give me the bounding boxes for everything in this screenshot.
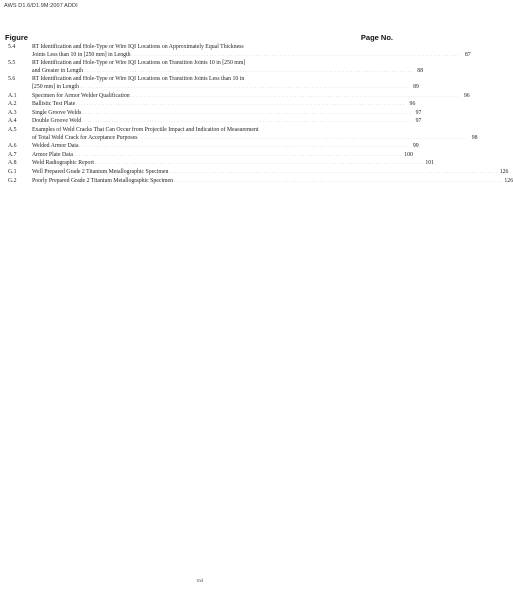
- figure-title-line: RT Identification and Hole-Type or Wire IQI Locations on Approximately Equal Thickness: [32, 44, 244, 50]
- figure-column-header: Figure: [5, 33, 28, 42]
- figure-number: 5.4: [8, 44, 16, 50]
- figure-title-line: [250 mm] in Length: [32, 83, 79, 90]
- figure-entry: [8, 101, 416, 110]
- figure-title: [32, 110, 421, 119]
- page-number: 126: [504, 177, 513, 184]
- dot-leader: [132, 52, 460, 61]
- figure-title-last-line: [32, 160, 434, 169]
- figure-title: [32, 169, 508, 178]
- figure-title: [32, 152, 413, 161]
- figure-entry: [8, 126, 478, 143]
- page-number: 101: [425, 160, 435, 167]
- figure-entry: [8, 143, 419, 152]
- figure-number: A.6: [8, 143, 17, 150]
- page-number: 96: [463, 92, 470, 99]
- figure-title-last-line: [32, 135, 478, 144]
- page-number: 98: [471, 134, 478, 141]
- dot-leader: [82, 110, 410, 119]
- figure-entry: [8, 151, 413, 161]
- figure-entry: [8, 109, 422, 119]
- page-number-column-header: Page No.: [360, 33, 393, 42]
- figure-title-line: RT Identification and Hole-Type or Wire IQI Locations on Transition Joints 10 in [250 mm]: [32, 60, 246, 67]
- figure-title-line: Poorly Prepared Grade 2 Titanium Metallographic Specimen: [32, 177, 174, 184]
- figure-title-line: RT Identification and Hole-Type or Wire IQI Locations on Transition Joints Less than 10 in: [32, 76, 245, 83]
- figure-title-line: Joints Less than 10 in [250 mm] in Length: [32, 51, 131, 58]
- figure-title-line: and Greater in Length: [32, 67, 84, 74]
- figure-title: [32, 60, 423, 76]
- figure-title-line: Armor Plate Data: [32, 151, 73, 158]
- figure-entry: [8, 160, 435, 169]
- figure-entry: [8, 60, 424, 76]
- figure-title-last-line: [32, 101, 415, 110]
- figure-title-line: Well Prepared Grade 2 Titanium Metallographic Specimen: [32, 168, 169, 175]
- figure-title-last-line: [32, 52, 471, 61]
- page-number: 88: [417, 67, 424, 74]
- figure-entry: [8, 44, 471, 60]
- figure-title-line: Double Groove Weld: [32, 118, 82, 125]
- figure-title: [32, 118, 421, 127]
- dot-leader: [169, 169, 497, 178]
- figure-title-line: of Total Weld Crack for Acceptance Purposes: [32, 134, 138, 141]
- dot-leader: [76, 101, 404, 110]
- figure-number: G.1: [8, 168, 17, 175]
- figure-title-line: Specimen for Armor Welder Qualification: [32, 92, 130, 99]
- figure-number: A.3: [8, 109, 17, 116]
- figure-title-last-line: [32, 118, 421, 127]
- page-number: 96: [409, 101, 416, 108]
- figure-number: 5.5: [8, 60, 16, 67]
- dot-leader: [80, 84, 408, 93]
- figure-title: [32, 44, 471, 60]
- figure-title: [32, 93, 470, 102]
- figure-title: [32, 127, 478, 143]
- figure-title: [32, 101, 415, 110]
- running-head: AWS D1.6/D1.9M:2007 ADDI: [4, 3, 78, 9]
- figure-entry: [8, 177, 513, 187]
- figure-title-last-line: [32, 84, 419, 93]
- list-of-figures: [8, 44, 513, 186]
- figure-title-last-line: [32, 178, 513, 187]
- figure-entry: [8, 92, 470, 102]
- figure-number: A.4: [8, 118, 17, 125]
- figure-number: A.5: [8, 126, 17, 133]
- figure-title-line: Ballistic Test Plate: [32, 101, 76, 108]
- page-number: 87: [464, 51, 471, 58]
- figure-number: A.1: [8, 92, 17, 99]
- dot-leader: [174, 178, 502, 187]
- figure-title: [32, 178, 513, 187]
- figure-title-last-line: [32, 169, 508, 178]
- page-number: 97: [415, 109, 422, 116]
- dot-leader: [80, 143, 408, 152]
- figure-title-line: Examples of Weld Cracks That Can Occur from Projectile Impact and Indication of Measurement: [32, 126, 259, 133]
- figure-title: [32, 76, 419, 92]
- page-number: 100: [404, 151, 413, 158]
- page-number: 126: [499, 168, 509, 175]
- dot-leader: [95, 160, 423, 169]
- figure-title-last-line: [32, 110, 421, 119]
- figure-title-last-line: [32, 93, 470, 102]
- figure-number: A.8: [8, 160, 17, 167]
- figure-number: G.2: [8, 177, 17, 184]
- page-number: 99: [412, 143, 419, 150]
- page-folio: xvi: [196, 578, 204, 584]
- figure-title: [32, 160, 434, 169]
- figure-title: [32, 143, 419, 152]
- page-number: 89: [413, 83, 419, 90]
- figure-title-line: Single Groove Welds: [32, 109, 82, 116]
- figure-title-line: Welded Armor Data: [32, 143, 79, 150]
- figure-title-line: Weld Radiographic Report: [32, 160, 94, 167]
- figure-title-last-line: [32, 152, 413, 161]
- page-number: 97: [415, 118, 422, 125]
- figure-entry: [8, 76, 419, 92]
- dot-leader: [74, 152, 402, 161]
- figure-number: A.7: [8, 151, 17, 158]
- dot-leader: [82, 118, 410, 127]
- figure-number: A.2: [8, 101, 17, 108]
- dot-leader: [138, 135, 466, 144]
- figure-entry: [8, 168, 509, 178]
- figure-title-last-line: [32, 143, 419, 152]
- dot-leader: [131, 93, 459, 102]
- figure-number: 5.6: [8, 76, 16, 83]
- figure-entry: [8, 118, 422, 127]
